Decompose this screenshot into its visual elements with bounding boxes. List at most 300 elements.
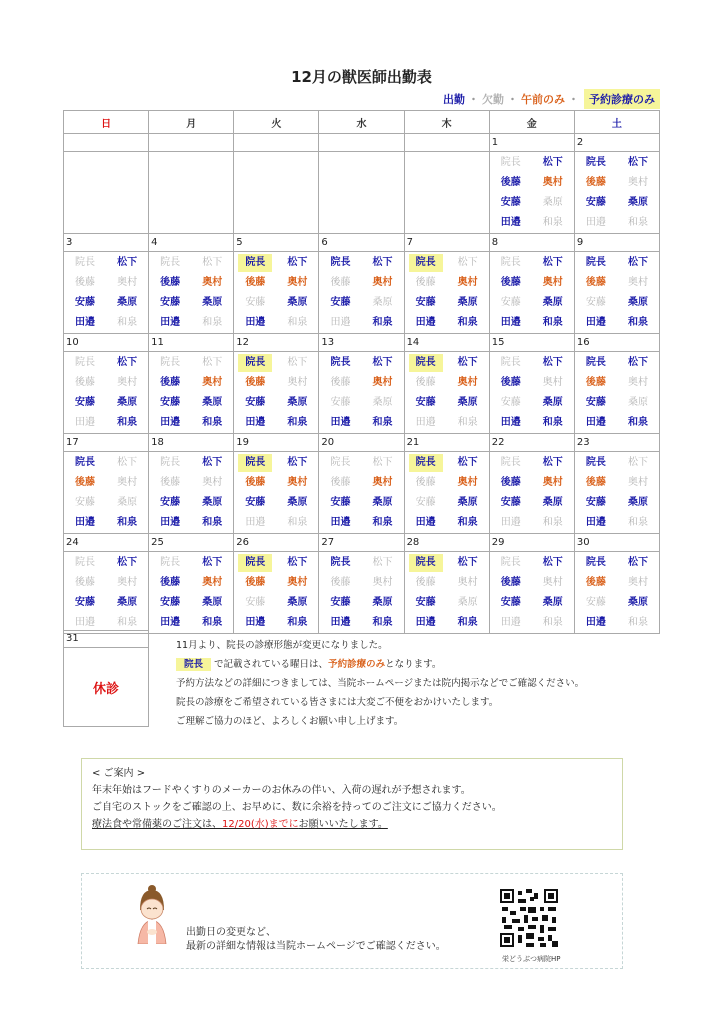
- staff-grid: [64, 252, 148, 333]
- staff-name: 和泉: [372, 417, 393, 428]
- notice-line-2-mid: で記載されている曜日は、: [214, 659, 329, 670]
- staff-name: 和泉: [202, 317, 223, 328]
- notice-block: [176, 636, 646, 731]
- staff-grid: [64, 552, 148, 633]
- staff-grid: [149, 452, 233, 533]
- staff-name: 奥村: [372, 477, 393, 488]
- staff-name: 田邉: [75, 417, 96, 428]
- day-number: 4: [149, 234, 234, 252]
- legend-appointment: 予約診療のみ: [584, 89, 660, 109]
- day-number: 1: [489, 134, 574, 152]
- day-cell: [574, 152, 659, 234]
- staff-name: 院長: [500, 557, 521, 568]
- week-staff-row: [64, 152, 660, 234]
- day-cell: [404, 252, 489, 334]
- staff-name: 桑原: [372, 397, 393, 408]
- notice-line-1: 11月より、院長の診療形態が変更になりました。: [176, 640, 388, 651]
- staff-name: 院長: [238, 554, 272, 572]
- staff-name: 後藤: [330, 577, 351, 588]
- staff-name: 和泉: [542, 317, 563, 328]
- staff-name: 松下: [372, 257, 393, 268]
- staff-name: 奥村: [627, 277, 648, 288]
- day-number-31: 31: [63, 630, 149, 648]
- staff-name: 院長: [330, 257, 351, 268]
- staff-name: 田邉: [75, 617, 96, 628]
- staff-name: 桑原: [287, 397, 308, 408]
- staff-name: 院長: [500, 257, 521, 268]
- guide-order-deadline: 12/20(水)までに: [222, 819, 299, 830]
- staff-grid: [575, 452, 659, 533]
- staff-grid: [405, 452, 489, 533]
- staff-name: 奥村: [542, 377, 563, 388]
- day-cell: [234, 152, 319, 234]
- staff-name: 安藤: [585, 297, 606, 308]
- staff-name: 和泉: [457, 417, 478, 428]
- staff-name: 後藤: [245, 577, 266, 588]
- day-number: 27: [319, 534, 404, 552]
- staff-name: 後藤: [330, 477, 351, 488]
- staff-name: 松下: [287, 457, 308, 468]
- staff-grid: [575, 252, 659, 333]
- staff-name: 安藤: [245, 497, 266, 508]
- staff-name: 奥村: [627, 477, 648, 488]
- staff-name: 和泉: [457, 617, 478, 628]
- staff-name: 院長: [409, 454, 443, 472]
- weekday-sat: 土: [574, 111, 659, 134]
- legend-morning: 午前のみ: [521, 93, 565, 106]
- staff-name: 田邉: [245, 517, 266, 528]
- staff-name: 後藤: [75, 477, 96, 488]
- staff-name: 奥村: [627, 577, 648, 588]
- staff-name: 後藤: [75, 577, 96, 588]
- closed-label: 休診: [92, 681, 119, 697]
- day-number: 6: [319, 234, 404, 252]
- day-cell: [149, 352, 234, 434]
- staff-name: 院長: [409, 254, 443, 272]
- day-number: 11: [149, 334, 234, 352]
- staff-name: 和泉: [372, 317, 393, 328]
- day-number: [234, 134, 319, 152]
- staff-name: 院長: [585, 457, 606, 468]
- info-line-2: 最新の詳細な情報は当院ホームページでご確認ください。: [186, 941, 446, 952]
- staff-name: 院長: [500, 357, 521, 368]
- staff-name: 松下: [627, 357, 648, 368]
- guide-line-2: ご自宅のストックをご確認の上、お早めに、数に余裕を持ってのご注文にご協力ください。: [92, 802, 502, 813]
- staff-name: 安藤: [245, 297, 266, 308]
- staff-name: 安藤: [160, 497, 181, 508]
- staff-name: 奥村: [202, 377, 223, 388]
- staff-name: 奥村: [457, 277, 478, 288]
- staff-name: 後藤: [585, 477, 606, 488]
- legend-separator: ・: [568, 93, 579, 106]
- staff-name: 安藤: [585, 197, 606, 208]
- day-cell: [149, 552, 234, 634]
- staff-name: 和泉: [287, 417, 308, 428]
- staff-grid: [149, 552, 233, 633]
- staff-name: 田邉: [500, 617, 521, 628]
- staff-grid: [490, 452, 574, 533]
- staff-grid: [575, 352, 659, 433]
- staff-grid: [575, 552, 659, 633]
- staff-name: 桑原: [202, 397, 223, 408]
- staff-name: 松下: [627, 257, 648, 268]
- notice-line-3: 予約方法などの詳細につきましては、当院ホームページまたは院内掲示などでご確認ください。: [176, 678, 585, 689]
- guide-box: [81, 758, 623, 850]
- staff-name: 和泉: [542, 417, 563, 428]
- staff-name: 桑原: [627, 197, 648, 208]
- day-number: [404, 134, 489, 152]
- staff-name: 後藤: [500, 377, 521, 388]
- notice-line-4: 院長の診療をご希望されている皆さまには大変ご不便をおかけいたします。: [176, 697, 499, 708]
- qr-code[interactable]: [500, 889, 558, 947]
- staff-name: 田邉: [160, 517, 181, 528]
- staff-name: 松下: [542, 357, 563, 368]
- guide-line-3-a: 療法食や常備薬のご注文は、: [92, 819, 222, 830]
- staff-name: 田邉: [415, 617, 436, 628]
- staff-name: 和泉: [627, 317, 648, 328]
- day-cell: [64, 352, 149, 434]
- staff-name: 奥村: [542, 177, 563, 188]
- notice-line-2: [176, 655, 646, 674]
- staff-name: 後藤: [500, 477, 521, 488]
- staff-name: 和泉: [202, 417, 223, 428]
- day-cell: [489, 552, 574, 634]
- info-line-1: 出勤日の変更など、: [186, 927, 276, 938]
- qr-caption: 栄どうぶつ病院HP: [502, 955, 561, 963]
- staff-name: 院長: [75, 257, 96, 268]
- staff-name: 松下: [457, 557, 478, 568]
- staff-name: 田邉: [415, 517, 436, 528]
- staff-name: 和泉: [202, 617, 223, 628]
- staff-name: 松下: [117, 457, 138, 468]
- staff-name: 桑原: [457, 497, 478, 508]
- staff-name: 安藤: [500, 597, 521, 608]
- staff-name: 桑原: [542, 297, 563, 308]
- staff-name: 田邉: [415, 417, 436, 428]
- day-cell: [574, 352, 659, 434]
- staff-name: 安藤: [330, 497, 351, 508]
- day-cell: [404, 452, 489, 534]
- day-cell: [234, 352, 319, 434]
- staff-name: 院長: [75, 557, 96, 568]
- staff-name: 院長: [75, 457, 96, 468]
- day-cell: [574, 252, 659, 334]
- guide-line-3-b: お願いいたします。: [298, 819, 388, 830]
- staff-name: 奥村: [542, 477, 563, 488]
- staff-name: 後藤: [160, 577, 181, 588]
- staff-name: 後藤: [415, 477, 436, 488]
- staff-name: 桑原: [457, 297, 478, 308]
- staff-name: 田邉: [160, 317, 181, 328]
- day-number: [319, 134, 404, 152]
- staff-name: 桑原: [202, 497, 223, 508]
- staff-name: 桑原: [457, 597, 478, 608]
- staff-name: 奥村: [202, 277, 223, 288]
- staff-name: 奥村: [372, 577, 393, 588]
- staff-name: 松下: [542, 257, 563, 268]
- staff-name: 院長: [160, 257, 181, 268]
- day-cell: [64, 452, 149, 534]
- staff-name: 松下: [117, 557, 138, 568]
- staff-name: 松下: [117, 357, 138, 368]
- weekday-thu: 木: [404, 111, 489, 134]
- staff-name: 安藤: [585, 597, 606, 608]
- staff-name: 後藤: [245, 477, 266, 488]
- staff-name: 安藤: [330, 397, 351, 408]
- staff-name: 田邉: [245, 417, 266, 428]
- staff-name: 後藤: [75, 277, 96, 288]
- staff-name: 後藤: [415, 377, 436, 388]
- day-number: 13: [319, 334, 404, 352]
- staff-name: 和泉: [372, 517, 393, 528]
- staff-grid: [575, 152, 659, 233]
- day-number: 12: [234, 334, 319, 352]
- staff-name: 安藤: [415, 297, 436, 308]
- staff-name: 安藤: [75, 297, 96, 308]
- staff-name: 安藤: [415, 497, 436, 508]
- staff-name: 奥村: [372, 377, 393, 388]
- schedule-calendar: [63, 110, 660, 634]
- staff-name: 桑原: [542, 397, 563, 408]
- staff-name: 安藤: [330, 597, 351, 608]
- staff-grid: [319, 552, 403, 633]
- staff-name: 安藤: [585, 497, 606, 508]
- staff-name: 和泉: [627, 417, 648, 428]
- day-number: [64, 134, 149, 152]
- day-number: 20: [319, 434, 404, 452]
- staff-name: 院長: [238, 454, 272, 472]
- staff-name: 奥村: [457, 577, 478, 588]
- staff-grid: [234, 252, 318, 333]
- week-staff-row: [64, 552, 660, 634]
- staff-name: 院長: [409, 554, 443, 572]
- staff-grid: [64, 352, 148, 433]
- day-number: 17: [64, 434, 149, 452]
- staff-name: 奥村: [287, 477, 308, 488]
- staff-name: 後藤: [160, 377, 181, 388]
- legend-present: 出勤: [443, 93, 465, 106]
- staff-name: 後藤: [500, 577, 521, 588]
- weekday-tue: 火: [234, 111, 319, 134]
- info-box: [81, 873, 623, 969]
- staff-name: 後藤: [500, 277, 521, 288]
- staff-grid: [234, 452, 318, 533]
- day-number: 10: [64, 334, 149, 352]
- week-date-row: [64, 134, 660, 152]
- staff-name: 桑原: [542, 497, 563, 508]
- staff-name: 奥村: [287, 577, 308, 588]
- staff-name: 安藤: [415, 597, 436, 608]
- week-staff-row: [64, 352, 660, 434]
- staff-grid: [234, 352, 318, 433]
- day-number: 15: [489, 334, 574, 352]
- staff-name: 桑原: [372, 597, 393, 608]
- staff-name: 和泉: [627, 617, 648, 628]
- day-number: 25: [149, 534, 234, 552]
- day-cell: [149, 452, 234, 534]
- staff-name: 桑原: [627, 497, 648, 508]
- staff-name: 安藤: [415, 397, 436, 408]
- staff-name: 松下: [372, 357, 393, 368]
- staff-name: 桑原: [287, 497, 308, 508]
- notice-highlight-director: 院長: [176, 658, 211, 671]
- staff-name: 桑原: [542, 197, 563, 208]
- staff-name: 桑原: [287, 297, 308, 308]
- staff-name: 奥村: [202, 577, 223, 588]
- staff-name: 桑原: [372, 297, 393, 308]
- day-number: 28: [404, 534, 489, 552]
- staff-name: 奥村: [117, 477, 138, 488]
- legend-separator: ・: [507, 93, 518, 106]
- staff-name: 奥村: [627, 377, 648, 388]
- legend-absent: 欠勤: [482, 93, 504, 106]
- day-cell: [319, 452, 404, 534]
- day-number: 24: [64, 534, 149, 552]
- weekday-wed: 水: [319, 111, 404, 134]
- staff-name: 松下: [287, 257, 308, 268]
- day-cell: [489, 452, 574, 534]
- day-number: 5: [234, 234, 319, 252]
- day-cell: [489, 152, 574, 234]
- staff-name: 松下: [287, 357, 308, 368]
- staff-name: 和泉: [287, 517, 308, 528]
- staff-name: 桑原: [287, 597, 308, 608]
- staff-name: 安藤: [245, 397, 266, 408]
- day-cell: [319, 252, 404, 334]
- staff-name: 田邉: [585, 517, 606, 528]
- staff-name: 桑原: [117, 397, 138, 408]
- staff-name: 田邉: [500, 217, 521, 228]
- week-date-row: [64, 434, 660, 452]
- staff-name: 後藤: [330, 277, 351, 288]
- staff-name: 和泉: [117, 317, 138, 328]
- staff-name: 和泉: [457, 317, 478, 328]
- staff-name: 院長: [585, 157, 606, 168]
- staff-name: 奥村: [372, 277, 393, 288]
- staff-name: 安藤: [330, 297, 351, 308]
- staff-name: 桑原: [372, 497, 393, 508]
- day-number: 23: [574, 434, 659, 452]
- staff-name: 安藤: [500, 297, 521, 308]
- staff-name: 桑原: [117, 297, 138, 308]
- day-number: 14: [404, 334, 489, 352]
- bowing-nurse-illustration: [130, 882, 174, 944]
- day-cell: [319, 552, 404, 634]
- staff-name: 安藤: [160, 597, 181, 608]
- staff-name: 安藤: [245, 597, 266, 608]
- staff-name: 和泉: [287, 317, 308, 328]
- staff-name: 安藤: [500, 497, 521, 508]
- staff-name: 松下: [117, 257, 138, 268]
- notice-appointment-only: 予約診療のみ: [328, 659, 386, 670]
- staff-name: 松下: [372, 557, 393, 568]
- staff-name: 田邉: [245, 617, 266, 628]
- staff-name: 院長: [409, 354, 443, 372]
- staff-name: 安藤: [500, 197, 521, 208]
- staff-name: 後藤: [500, 177, 521, 188]
- staff-name: 松下: [202, 257, 223, 268]
- day-number: 18: [149, 434, 234, 452]
- staff-name: 和泉: [542, 217, 563, 228]
- staff-name: 松下: [457, 357, 478, 368]
- staff-name: 奥村: [202, 477, 223, 488]
- staff-name: 田邉: [585, 417, 606, 428]
- staff-name: 桑原: [202, 597, 223, 608]
- staff-name: 後藤: [160, 477, 181, 488]
- staff-name: 奥村: [457, 477, 478, 488]
- staff-name: 松下: [627, 457, 648, 468]
- day-number: 7: [404, 234, 489, 252]
- day-cell: [64, 252, 149, 334]
- day-number: 8: [489, 234, 574, 252]
- staff-name: 松下: [457, 257, 478, 268]
- staff-grid: [490, 152, 574, 233]
- staff-name: 松下: [202, 457, 223, 468]
- staff-name: 院長: [585, 557, 606, 568]
- staff-name: 奥村: [117, 277, 138, 288]
- staff-name: 後藤: [245, 377, 266, 388]
- staff-name: 院長: [160, 457, 181, 468]
- staff-grid: [405, 352, 489, 433]
- staff-name: 後藤: [585, 577, 606, 588]
- day-cell: [234, 552, 319, 634]
- staff-name: 松下: [372, 457, 393, 468]
- day-31-closed: [63, 647, 149, 727]
- day-number: 29: [489, 534, 574, 552]
- staff-name: 後藤: [415, 577, 436, 588]
- staff-name: 桑原: [202, 297, 223, 308]
- staff-name: 安藤: [75, 597, 96, 608]
- staff-name: 安藤: [75, 497, 96, 508]
- staff-name: 桑原: [627, 597, 648, 608]
- day-number: 9: [574, 234, 659, 252]
- day-cell: [319, 352, 404, 434]
- staff-name: 田邉: [585, 317, 606, 328]
- weekday-mon: 月: [149, 111, 234, 134]
- staff-name: 田邉: [75, 317, 96, 328]
- staff-name: 和泉: [542, 617, 563, 628]
- notice-line-5: ご理解ご協力のほど、よろしくお願い申し上げます。: [176, 716, 404, 727]
- day-cell: [64, 552, 149, 634]
- weekday-fri: 金: [489, 111, 574, 134]
- staff-name: 桑原: [457, 397, 478, 408]
- day-number: 30: [574, 534, 659, 552]
- staff-name: 後藤: [585, 177, 606, 188]
- staff-name: 安藤: [160, 297, 181, 308]
- staff-name: 奥村: [287, 277, 308, 288]
- staff-name: 田邉: [245, 317, 266, 328]
- staff-name: 田邉: [160, 417, 181, 428]
- staff-name: 安藤: [585, 397, 606, 408]
- staff-name: 院長: [238, 354, 272, 372]
- legend: [443, 88, 660, 110]
- staff-name: 田邉: [500, 417, 521, 428]
- day-number: 21: [404, 434, 489, 452]
- staff-name: 奥村: [457, 377, 478, 388]
- staff-name: 松下: [202, 357, 223, 368]
- staff-name: 松下: [287, 557, 308, 568]
- staff-grid: [149, 252, 233, 333]
- day-cell: [64, 152, 149, 234]
- day-cell: [489, 252, 574, 334]
- day-cell: [234, 452, 319, 534]
- staff-name: 桑原: [627, 297, 648, 308]
- week-date-row: [64, 234, 660, 252]
- staff-grid: [490, 252, 574, 333]
- day-cell: [404, 352, 489, 434]
- day-number: 2: [574, 134, 659, 152]
- day-cell: [489, 352, 574, 434]
